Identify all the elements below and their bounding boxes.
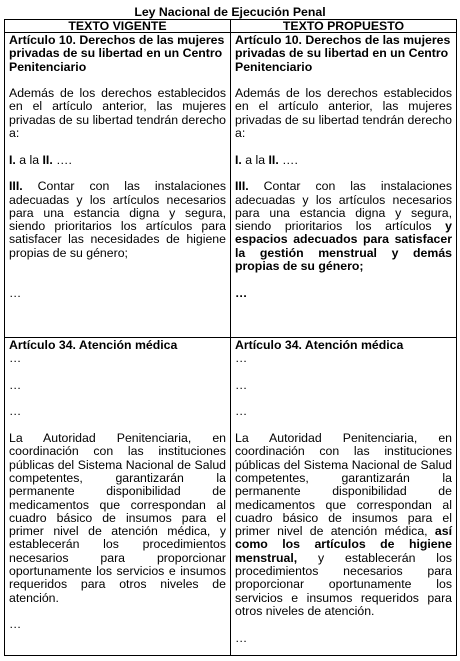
header-proposed-text: TEXTO PROPUESTO bbox=[231, 20, 457, 33]
article-heading: Artículo 34. Atención médica bbox=[9, 338, 178, 352]
cell-current-article-10 bbox=[5, 33, 231, 338]
fraction-ellipsis: …. bbox=[278, 152, 298, 167]
omission-ellipsis: … bbox=[235, 630, 248, 645]
article-body: La Autoridad Penitenciaria, en coordinación con las instituciones públicas del Sistema Nacional de Salud competentes, garantizarán la permanente disponibilidad de medicamentos que correspondan al cuadro básico de insumos para el primer nivel de atención médica, y establecerán los procedimientos necesarios para proporcionar oportunamente los servicios e insumos requeridos para otros niveles de atención. bbox=[9, 431, 226, 605]
header-row bbox=[5, 20, 457, 33]
fraction-number: III. bbox=[235, 179, 249, 194]
article-heading: Artículo 10. Derechos de las mujeres privadas de su libertad en un Centro Penitenciario bbox=[235, 33, 451, 74]
comparison-table bbox=[4, 19, 457, 656]
cell-current-article-34 bbox=[5, 338, 231, 656]
fraction-list bbox=[9, 154, 226, 167]
cell-proposed-article-10 bbox=[231, 33, 457, 338]
fraction-connector: a la bbox=[241, 152, 269, 167]
omission-ellipsis: … bbox=[9, 617, 22, 632]
body-text: La Autoridad Penitenciaria, en coordinación con las instituciones públicas del Sistema Nacional de Salud competentes, garantizarán la permanente disponibilidad de medicamentos que correspondan al cuadro básico de insumos para el primer nivel de atención médica, bbox=[235, 431, 452, 539]
fraction-number: I. bbox=[235, 152, 242, 167]
omission-ellipsis: … bbox=[9, 377, 22, 392]
cell-proposed-article-34 bbox=[231, 338, 457, 656]
omission-ellipsis: … bbox=[9, 285, 22, 300]
fraction-connector: a la bbox=[15, 152, 43, 167]
omission-ellipsis: … bbox=[235, 285, 248, 300]
fraction-number: II. bbox=[42, 152, 53, 167]
fraction-ellipsis: …. bbox=[52, 152, 72, 167]
body-text: y establecerán los procedimientos necesarios para proporcionar oportunamente los servicios e insumos requeridos para otros niveles de atención. bbox=[235, 550, 452, 618]
omission-ellipsis: … bbox=[235, 404, 248, 419]
document-title: Ley Nacional de Ejecución Penal bbox=[134, 5, 326, 19]
added-text: y espacios adecuados para satisfacer la gestión menstrual y demás propias de su género; bbox=[235, 219, 452, 274]
fraction-number: II. bbox=[268, 152, 279, 167]
omission-ellipsis: … bbox=[9, 351, 22, 366]
article-heading: Artículo 34. Atención médica bbox=[235, 338, 404, 352]
table-row bbox=[5, 33, 457, 338]
fraction-list bbox=[235, 154, 452, 167]
article-intro: Además de los derechos establecidos en el artículo anterior, las mujeres privadas de su libertad tendrán derecho a: bbox=[235, 86, 452, 141]
fraction-iii bbox=[235, 180, 452, 273]
article-intro: Además de los derechos establecidos en el artículo anterior, las mujeres privadas de su libertad tendrán derecho a: bbox=[9, 86, 226, 141]
omission-ellipsis: … bbox=[9, 404, 22, 419]
fraction-iii bbox=[9, 180, 226, 260]
fraction-text: Contar con las instalaciones adecuadas y los artículos necesarios para una estancia digna y segura, siendo prioritarios los artículos bbox=[235, 179, 452, 234]
omission-ellipsis: … bbox=[235, 351, 248, 366]
fraction-number: III. bbox=[9, 179, 23, 194]
added-text: así como los artículos de higiene menstrual, bbox=[235, 524, 452, 565]
article-heading: Artículo 10. Derechos de las mujeres privadas de su libertad en un Centro Penitenciario bbox=[9, 33, 225, 74]
fraction-number: I. bbox=[9, 152, 16, 167]
omission-ellipsis: … bbox=[235, 377, 248, 392]
fraction-text: Contar con las instalaciones adecuadas y los artículos necesarios para una estancia digna y segura, siendo prioritarios los artículos para satisfacer las necesidades de higiene propias de su género; bbox=[9, 179, 226, 260]
table-row bbox=[5, 338, 457, 656]
header-current-text: TEXTO VIGENTE bbox=[5, 20, 231, 33]
article-body bbox=[235, 432, 452, 618]
